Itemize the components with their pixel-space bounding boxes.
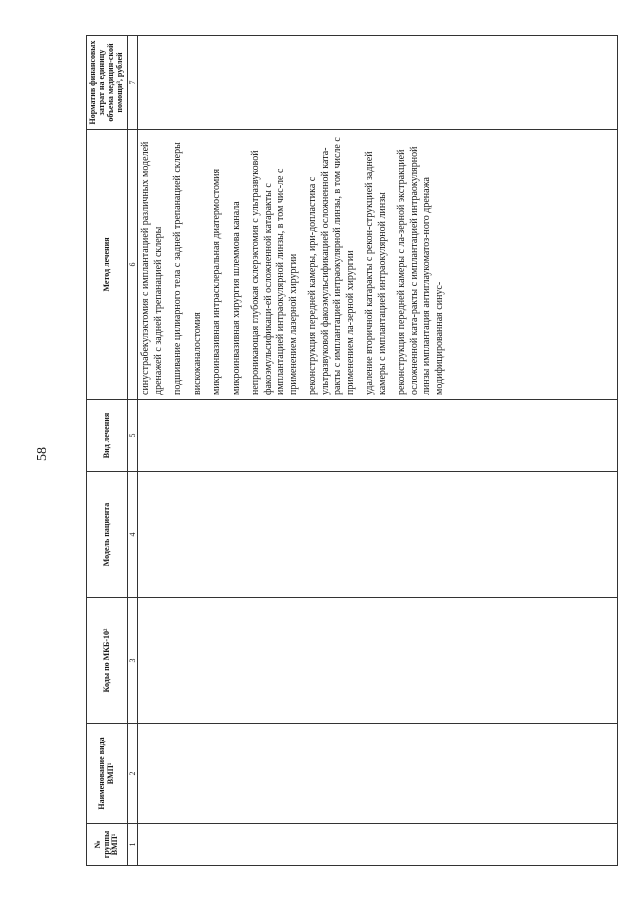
col-num-1: 1 xyxy=(128,824,138,866)
method-item: вискоканалостомия xyxy=(191,312,203,395)
col-num-6: 6 xyxy=(128,130,138,400)
cell-treatment-method xyxy=(138,130,618,400)
table-row xyxy=(138,36,618,866)
cell-group-number xyxy=(138,824,618,866)
cell-cost-standard xyxy=(138,36,618,130)
cell-treatment-type xyxy=(138,400,618,472)
method-item: реконструкция передней камеры с ла-зерной экстракцией осложненной ката-ракты с имплантацией интраокулярной линзы имплантация антиглаукоматоз-ного дренажа модифицированная синус- xyxy=(396,146,445,395)
rotated-table-container xyxy=(86,36,631,866)
col-num-7: 7 xyxy=(128,36,138,130)
header-patient-model: Модель пациента xyxy=(87,472,128,598)
header-group-number: № группы ВМП¹ xyxy=(87,824,128,866)
method-item: непроникающая глубокая склерэктомия с ультразвуковой факоэмульсификаци-ей осложненной катаракты с имплантацией интраокулярной линзы, в том чис-ле с применением лазерной хирургии xyxy=(250,150,299,395)
cell-vmp-name xyxy=(138,724,618,824)
header-row xyxy=(87,36,128,866)
header-cost-standard: Норматив финансовых затрат на единицу объема медицин-ской помощи³, рублей xyxy=(87,36,128,130)
header-treatment-type: Вид лечения xyxy=(87,400,128,472)
cell-icd-codes xyxy=(138,598,618,724)
method-item: реконструкция передней камеры, ири-допластика с ультразвуковой факоэмульсификацией осложненной ката-ракты с имплантацией интраокулярной линзы, в том числе с применением ла-зерной хирургии xyxy=(307,137,356,395)
header-treatment-method: Метод лечения xyxy=(87,130,128,400)
header-icd-codes: Коды по МКБ-10² xyxy=(87,598,128,724)
col-num-2: 2 xyxy=(128,724,138,824)
method-item: удаление вторичной катаракты с рекон-струкцией задней камеры с имплантацией интраокулярной линзы xyxy=(364,151,388,395)
method-item: синустрабекулэктомия с имплантацией различных моделей дренажей с задней трепанацией склеры xyxy=(140,141,164,395)
page-number: 58 xyxy=(35,447,50,461)
header-vmp-name: Наименование вида ВМП¹ xyxy=(87,724,128,824)
col-num-4: 4 xyxy=(128,472,138,598)
column-number-row xyxy=(128,36,138,866)
method-item: микроинвазивная интрасклеральная диатермостомия xyxy=(211,168,222,395)
vmp-table xyxy=(86,35,618,866)
method-item: микроинвазивная хирургия шлеммова канала xyxy=(230,201,242,395)
col-num-3: 3 xyxy=(128,598,138,724)
cell-patient-model xyxy=(138,472,618,598)
col-num-5: 5 xyxy=(128,400,138,472)
method-item: подшивание цилиарного тела с задней трепанацией склеры xyxy=(172,142,183,395)
